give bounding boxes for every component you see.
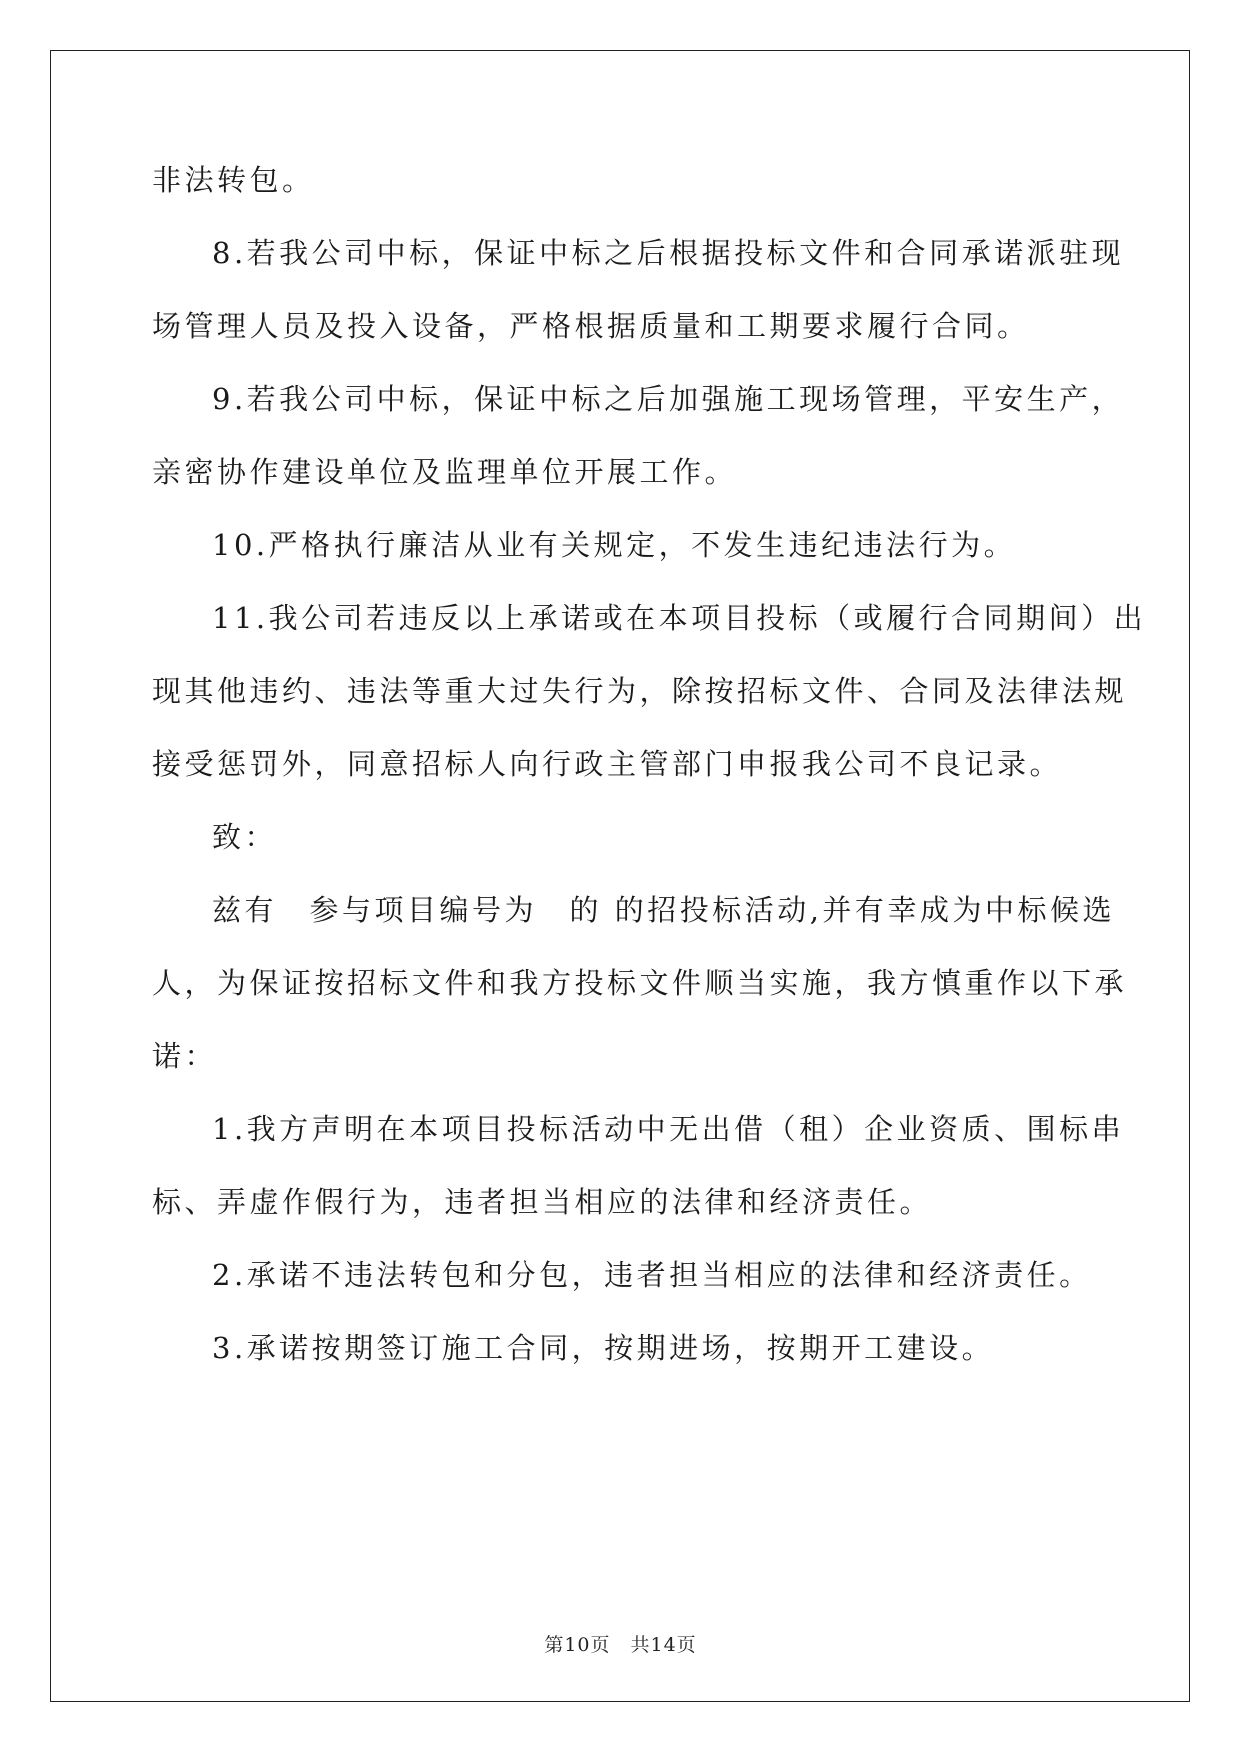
text-line: 现其他违约、违法等重大过失行为，除按招标文件、合同及法律法规 (152, 674, 1128, 708)
text-line: 致： (212, 820, 278, 854)
text-line: 接受惩罚外，同意招标人向行政主管部门申报我公司不良记录。 (152, 747, 1063, 781)
text-line: 8.若我公司中标，保证中标之后根据投标文件和合同承诺派驻现 (212, 236, 1125, 270)
text-line: 场管理人员及投入设备，严格根据质量和工期要求履行合同。 (152, 309, 1030, 343)
page-number: 第10页 共14页 (544, 1634, 697, 1656)
text-line: 亲密协作建设单位及监理单位开展工作。 (152, 455, 738, 489)
text-line: 3.承诺按期签订施工合同，按期进场，按期开工建设。 (212, 1331, 995, 1365)
text-line: 人，为保证按招标文件和我方投标文件顺当实施，我方慎重作以下承 (152, 966, 1128, 1000)
text-line: 兹有 参与项目编号为 的 的招投标活动,并有幸成为中标候选 (212, 893, 1115, 927)
text-line: 9.若我公司中标，保证中标之后加强施工现场管理，平安生产， (212, 382, 1125, 416)
text-line: 诺： (152, 1039, 218, 1073)
text-line: 标、弄虚作假行为，违者担当相应的法律和经济责任。 (152, 1185, 933, 1219)
text-line: 1.我方声明在本项目投标活动中无出借（租）企业资质、围标串 (212, 1112, 1125, 1146)
page-border (50, 50, 1190, 1702)
text-line: 10.严格执行廉洁从业有关规定，不发生违纪违法行为。 (212, 528, 1017, 562)
text-line: 非法转包。 (152, 163, 315, 197)
text-line: 2.承诺不违法转包和分包，违者担当相应的法律和经济责任。 (212, 1258, 1092, 1292)
text-line: 11.我公司若违反以上承诺或在本项目投标（或履行合同期间）出 (212, 601, 1147, 635)
